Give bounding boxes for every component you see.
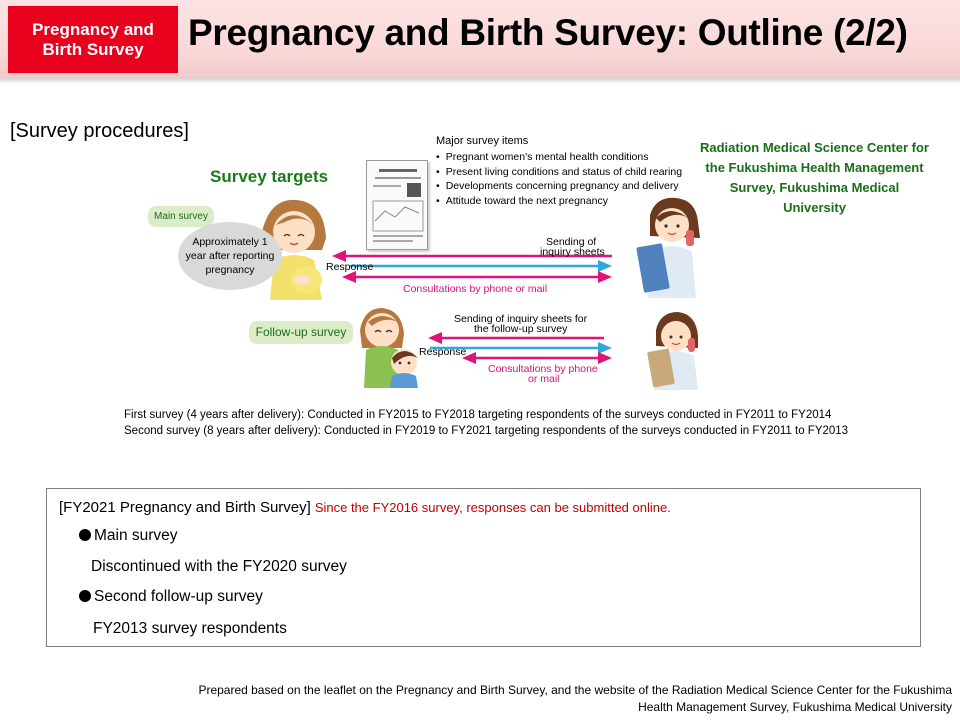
consultation-label: Consultations by phone or mail [403, 283, 548, 295]
followup-sending-line1: Sending of inquiry sheets for [454, 313, 588, 325]
box-title: [FY2021 Pregnancy and Birth Survey] [59, 499, 311, 516]
main-survey-heading [79, 527, 178, 545]
bullet-dot-icon [79, 529, 91, 541]
note-second-survey: Second survey (8 years after delivery): Conducted in FY2019 to FY2021 targeting respondents of the surveys conducted in FY2011 to FY2013 [124, 425, 849, 437]
survey-item: • Pregnant women's mental health conditions [436, 150, 682, 165]
section-badge: Pregnancy and Birth Survey [8, 6, 178, 73]
source-footer [198, 682, 952, 716]
nurse-illustration-2 [647, 312, 698, 390]
main-survey-tag: Main survey [148, 206, 214, 227]
nurse-illustration [636, 198, 700, 298]
followup-survey-tag: Follow-up survey [249, 321, 353, 344]
survey-item: • Present living conditions and status of child rearing [436, 165, 682, 180]
survey-targets-label: Survey targets [210, 167, 329, 186]
second-followup-label: Second follow-up survey [94, 588, 263, 605]
online-note: Since the FY2016 survey, responses can be submitted online. [314, 500, 671, 515]
mother-child-illustration [360, 308, 418, 388]
questionnaire-document-icon [366, 160, 428, 250]
bullet-dot-icon [79, 590, 91, 602]
consultation-arrow [342, 271, 612, 283]
survey-item: • Attitude toward the next pregnancy [436, 194, 682, 209]
response-arrow [350, 260, 612, 272]
followup-response-label: Response [419, 346, 467, 358]
sending-label-line2: inquiry sheets [540, 246, 605, 258]
followup-consultation-line2: or mail [528, 373, 560, 385]
timing-bubble: Approximately 1 year after reporting pregnancy [178, 222, 282, 290]
survey-items-list [436, 150, 682, 208]
page-title: Pregnancy and Birth Survey: Outline (2/2) [188, 12, 908, 53]
survey-item: • Developments concerning pregnancy and delivery [436, 179, 682, 194]
survey-items-heading: Major survey items [436, 135, 529, 147]
footer-line-2: Health Management Survey, Fukushima Medical University [638, 700, 952, 714]
sending-label-line1: Sending of [546, 236, 597, 248]
followup-sending-line2: the follow-up survey [474, 323, 568, 335]
followup-consultation-line1: Consultations by phone [488, 363, 598, 375]
note-first-survey: First survey (4 years after delivery): Conducted in FY2015 to FY2018 targeting respondents of the surveys conducted in FY2011 to FY2014 [124, 409, 832, 421]
fy2021-summary-box [46, 488, 921, 647]
second-followup-detail: FY2013 survey respondents [93, 620, 287, 637]
response-label: Response [326, 261, 374, 273]
survey-notes [124, 407, 848, 439]
medical-center-name: Radiation Medical Science Center for the Fukushima Health Management Survey, Fukushima Medical University [699, 140, 929, 215]
second-followup-heading [79, 588, 263, 606]
survey-procedures-label: [Survey procedures] [10, 120, 189, 142]
main-survey-detail: Discontinued with the FY2020 survey [91, 558, 347, 575]
questionnaire-lines [367, 161, 429, 251]
footer-line-1: Prepared based on the leaflet on the Pregnancy and Birth Survey, and the website of the Radiation Medical Science Center for the Fukushima [198, 683, 952, 697]
box-title-row [59, 499, 671, 516]
main-survey-label: Main survey [94, 527, 178, 544]
